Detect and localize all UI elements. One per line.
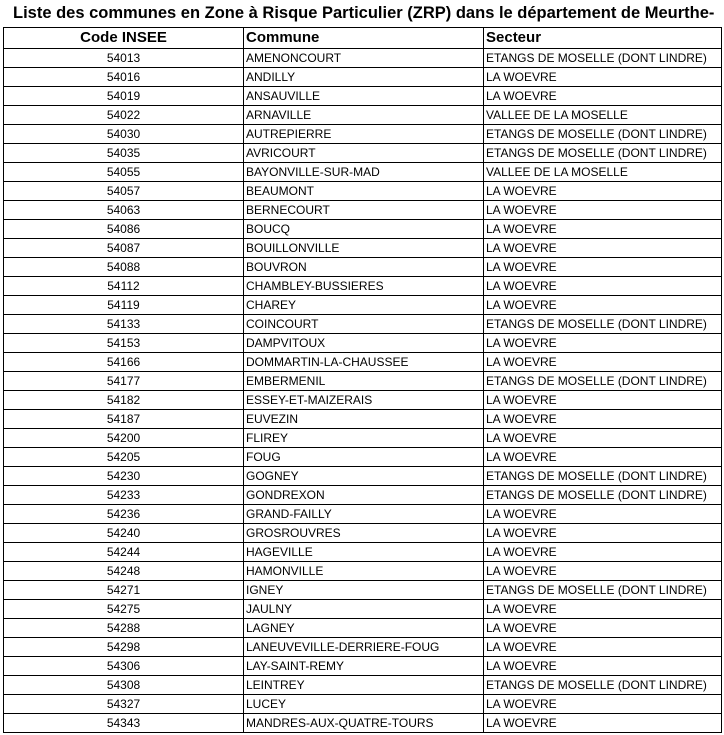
table-row [4, 163, 722, 182]
table-body [4, 49, 722, 733]
cell-code-insee: 54057 [4, 182, 244, 201]
cell-secteur: LA WOEVRE [484, 334, 722, 353]
cell-secteur: VALLEE DE LA MOSELLE [484, 163, 722, 182]
cell-commune: LANEUVEVILLE-DERRIERE-FOUG [244, 638, 484, 657]
cell-code-insee: 54177 [4, 372, 244, 391]
cell-secteur: LA WOEVRE [484, 87, 722, 106]
cell-commune: BERNECOURT [244, 201, 484, 220]
cell-code-insee: 54166 [4, 353, 244, 372]
cell-secteur: LA WOEVRE [484, 714, 722, 733]
cell-code-insee: 54055 [4, 163, 244, 182]
cell-secteur: LA WOEVRE [484, 277, 722, 296]
cell-commune: GOGNEY [244, 467, 484, 486]
cell-code-insee: 54298 [4, 638, 244, 657]
cell-code-insee: 54288 [4, 619, 244, 638]
table-row [4, 201, 722, 220]
cell-secteur: LA WOEVRE [484, 68, 722, 87]
table-row [4, 600, 722, 619]
cell-commune: GROSROUVRES [244, 524, 484, 543]
table-row [4, 144, 722, 163]
table-row [4, 125, 722, 144]
cell-code-insee: 54306 [4, 657, 244, 676]
cell-commune: ARNAVILLE [244, 106, 484, 125]
header-code-insee: Code INSEE [4, 28, 244, 49]
cell-commune: LUCEY [244, 695, 484, 714]
table-row [4, 49, 722, 68]
cell-secteur: LA WOEVRE [484, 220, 722, 239]
table-row [4, 467, 722, 486]
cell-secteur: LA WOEVRE [484, 448, 722, 467]
cell-code-insee: 54240 [4, 524, 244, 543]
table-row [4, 524, 722, 543]
cell-secteur: ETANGS DE MOSELLE (DONT LINDRE) [484, 125, 722, 144]
cell-code-insee: 54275 [4, 600, 244, 619]
table-row [4, 315, 722, 334]
table-row [4, 695, 722, 714]
table-row [4, 429, 722, 448]
document-title: Liste des communes en Zone à Risque Particulier (ZRP) dans le département de Meurthe- [13, 4, 715, 22]
cell-commune: CHAREY [244, 296, 484, 315]
cell-commune: AUTREPIERRE [244, 125, 484, 144]
cell-commune: CHAMBLEY-BUSSIERES [244, 277, 484, 296]
cell-secteur: LA WOEVRE [484, 562, 722, 581]
table-row [4, 353, 722, 372]
cell-secteur: ETANGS DE MOSELLE (DONT LINDRE) [484, 315, 722, 334]
cell-secteur: ETANGS DE MOSELLE (DONT LINDRE) [484, 486, 722, 505]
cell-secteur: LA WOEVRE [484, 638, 722, 657]
cell-secteur: LA WOEVRE [484, 296, 722, 315]
cell-commune: AMENONCOURT [244, 49, 484, 68]
cell-commune: GONDREXON [244, 486, 484, 505]
cell-secteur: LA WOEVRE [484, 543, 722, 562]
cell-commune: DOMMARTIN-LA-CHAUSSEE [244, 353, 484, 372]
communes-table [3, 27, 722, 733]
table-row [4, 505, 722, 524]
cell-commune: HAMONVILLE [244, 562, 484, 581]
cell-secteur: LA WOEVRE [484, 657, 722, 676]
table-row [4, 410, 722, 429]
cell-code-insee: 54236 [4, 505, 244, 524]
cell-code-insee: 54327 [4, 695, 244, 714]
cell-secteur: ETANGS DE MOSELLE (DONT LINDRE) [484, 581, 722, 600]
cell-commune: HAGEVILLE [244, 543, 484, 562]
table-row [4, 334, 722, 353]
cell-code-insee: 54119 [4, 296, 244, 315]
cell-code-insee: 54233 [4, 486, 244, 505]
cell-code-insee: 54230 [4, 467, 244, 486]
cell-code-insee: 54013 [4, 49, 244, 68]
table-row [4, 619, 722, 638]
cell-secteur: LA WOEVRE [484, 239, 722, 258]
cell-secteur: LA WOEVRE [484, 410, 722, 429]
table-row [4, 372, 722, 391]
cell-secteur: ETANGS DE MOSELLE (DONT LINDRE) [484, 144, 722, 163]
cell-commune: BOUCQ [244, 220, 484, 239]
cell-code-insee: 54087 [4, 239, 244, 258]
cell-code-insee: 54308 [4, 676, 244, 695]
table-row [4, 714, 722, 733]
table-row [4, 657, 722, 676]
cell-commune: JAULNY [244, 600, 484, 619]
table-row [4, 68, 722, 87]
table-row [4, 277, 722, 296]
cell-commune: LAGNEY [244, 619, 484, 638]
cell-code-insee: 54016 [4, 68, 244, 87]
cell-commune: BEAUMONT [244, 182, 484, 201]
cell-commune: ESSEY-ET-MAIZERAIS [244, 391, 484, 410]
table-header-row [4, 28, 722, 49]
table-row [4, 220, 722, 239]
table-row [4, 391, 722, 410]
cell-commune: ANSAUVILLE [244, 87, 484, 106]
cell-secteur: LA WOEVRE [484, 505, 722, 524]
cell-code-insee: 54035 [4, 144, 244, 163]
cell-code-insee: 54343 [4, 714, 244, 733]
cell-code-insee: 54063 [4, 201, 244, 220]
cell-code-insee: 54187 [4, 410, 244, 429]
cell-commune: BOUVRON [244, 258, 484, 277]
cell-code-insee: 54022 [4, 106, 244, 125]
cell-secteur: LA WOEVRE [484, 429, 722, 448]
cell-secteur: LA WOEVRE [484, 619, 722, 638]
table-row [4, 638, 722, 657]
cell-commune: LEINTREY [244, 676, 484, 695]
cell-code-insee: 54030 [4, 125, 244, 144]
table-row [4, 258, 722, 277]
cell-code-insee: 54086 [4, 220, 244, 239]
cell-code-insee: 54112 [4, 277, 244, 296]
cell-commune: EUVEZIN [244, 410, 484, 429]
table-row [4, 182, 722, 201]
cell-secteur: LA WOEVRE [484, 182, 722, 201]
cell-secteur: VALLEE DE LA MOSELLE [484, 106, 722, 125]
table-row [4, 87, 722, 106]
cell-code-insee: 54019 [4, 87, 244, 106]
cell-secteur: ETANGS DE MOSELLE (DONT LINDRE) [484, 467, 722, 486]
cell-secteur: LA WOEVRE [484, 695, 722, 714]
cell-secteur: ETANGS DE MOSELLE (DONT LINDRE) [484, 49, 722, 68]
cell-code-insee: 54153 [4, 334, 244, 353]
cell-commune: IGNEY [244, 581, 484, 600]
table-row [4, 562, 722, 581]
cell-commune: DAMPVITOUX [244, 334, 484, 353]
cell-commune: BAYONVILLE-SUR-MAD [244, 163, 484, 182]
cell-secteur: LA WOEVRE [484, 600, 722, 619]
cell-commune: EMBERMENIL [244, 372, 484, 391]
cell-code-insee: 54271 [4, 581, 244, 600]
cell-commune: BOUILLONVILLE [244, 239, 484, 258]
cell-code-insee: 54205 [4, 448, 244, 467]
table-row [4, 676, 722, 695]
cell-commune: ANDILLY [244, 68, 484, 87]
cell-commune: GRAND-FAILLY [244, 505, 484, 524]
cell-secteur: LA WOEVRE [484, 391, 722, 410]
cell-secteur: ETANGS DE MOSELLE (DONT LINDRE) [484, 372, 722, 391]
cell-commune: LAY-SAINT-REMY [244, 657, 484, 676]
cell-commune: AVRICOURT [244, 144, 484, 163]
cell-code-insee: 54133 [4, 315, 244, 334]
cell-secteur: LA WOEVRE [484, 201, 722, 220]
cell-secteur: LA WOEVRE [484, 524, 722, 543]
cell-secteur: ETANGS DE MOSELLE (DONT LINDRE) [484, 676, 722, 695]
cell-commune: FOUG [244, 448, 484, 467]
cell-code-insee: 54088 [4, 258, 244, 277]
cell-code-insee: 54200 [4, 429, 244, 448]
cell-secteur: LA WOEVRE [484, 258, 722, 277]
cell-commune: MANDRES-AUX-QUATRE-TOURS [244, 714, 484, 733]
table-row [4, 448, 722, 467]
header-secteur: Secteur [484, 28, 722, 49]
table-row [4, 543, 722, 562]
cell-commune: COINCOURT [244, 315, 484, 334]
table-row [4, 239, 722, 258]
cell-secteur: LA WOEVRE [484, 353, 722, 372]
table-row [4, 486, 722, 505]
table-row [4, 106, 722, 125]
cell-commune: FLIREY [244, 429, 484, 448]
table-row [4, 581, 722, 600]
cell-code-insee: 54244 [4, 543, 244, 562]
table-row [4, 296, 722, 315]
cell-code-insee: 54248 [4, 562, 244, 581]
cell-code-insee: 54182 [4, 391, 244, 410]
header-commune: Commune [244, 28, 484, 49]
